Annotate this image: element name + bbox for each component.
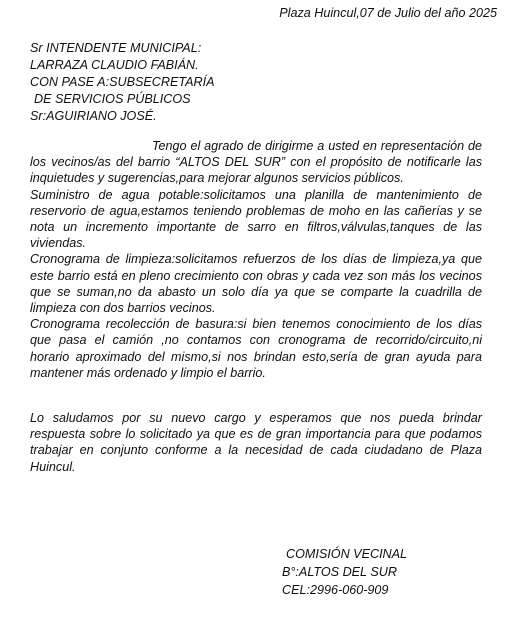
signature-block — [282, 545, 407, 599]
signature-phone: CEL:2996-060-909 — [282, 583, 389, 597]
letter-date: Plaza Huincul,07 de Julio del año 2025 — [279, 6, 497, 20]
signature-neighborhood: B°:ALTOS DEL SUR — [282, 565, 397, 579]
cleaning-schedule-paragraph: Cronograma de limpieza:solicitamos refuerzos de los días de limpieza,ya que este barrio está en pleno crecimiento con obras y cada vez son más los vecinos que se suman,no da abasto un solo día ya que se comparte la cuadrilla de limpieza con dos barrios vecinos. — [30, 252, 482, 316]
recipient-name: LARRAZA CLAUDIO FABIÁN. — [30, 58, 199, 72]
signature-organization: COMISIÓN VECINAL — [286, 547, 408, 561]
recipient-title: Sr INTENDENTE MUNICIPAL: — [30, 41, 202, 55]
recipient-cc-name: Sr:AGUIRIANO JOSÉ. — [30, 109, 157, 123]
recipient-block — [30, 40, 215, 125]
water-supply-paragraph: Suministro de agua potable:solicitamos una planilla de mantenimiento de reservorio de agua,estamos teniendo problemas de moho en las cañerías y se nota un incremento importante de sarro en filtros,válvulas,tanques de las viviendas. — [30, 187, 482, 251]
recipient-department: DE SERVICIOS PÚBLICOS — [34, 92, 191, 106]
closing-paragraph: Lo saludamos por su nuevo cargo y esperamos que nos pueda brindar respuesta sobre lo solicitado ya que es de gran importancia para que podamos trabajar en conjunto conforme a la necesidad de cada ciudadano de Plaza Huincul. — [30, 411, 482, 474]
letter-body — [30, 138, 482, 381]
intro-paragraph: Tengo el agrado de dirigirme a usted en representación de los vecinos/as del barrio “ALTOS DEL SUR” con el propósito de notificarle las inquietudes y sugerencias,para mejorar algunos servicios públicos. — [30, 139, 482, 186]
recipient-cc: CON PASE A:SUBSECRETARÍA — [30, 75, 215, 89]
garbage-schedule-paragraph: Cronograma recolección de basura:si bien tenemos conocimiento de los días que pasa el camión ,no contamos con cronograma de recorrido/circuito,ni horario aproximado del mismo,si nos brindan esto,sería de gran ayuda para mantener más ordenado y limpio el barrio. — [30, 317, 482, 380]
closing-block — [30, 410, 482, 475]
